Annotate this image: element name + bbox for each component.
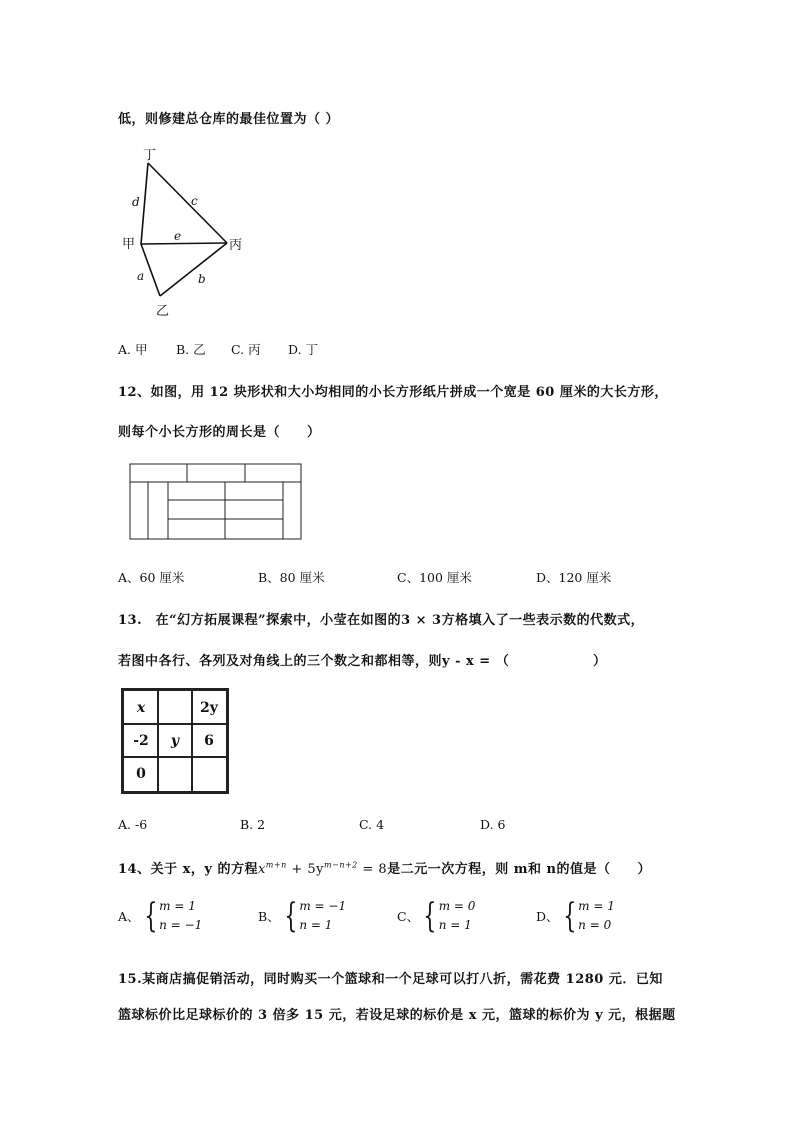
q14-pre: 14、关于 x，y 的方程 bbox=[118, 862, 258, 877]
edge-c bbox=[148, 163, 227, 243]
label-bing: 丙 bbox=[229, 238, 243, 253]
label-jia: 甲 bbox=[122, 237, 136, 252]
q14-option-c: C、 { m = 0 n = 1 bbox=[397, 896, 476, 936]
edge-b bbox=[160, 243, 227, 296]
grid-cell-r2c1: -2 bbox=[133, 732, 149, 749]
grid-cell-r1c2 bbox=[158, 691, 192, 724]
q11-option-b: B. 乙 bbox=[176, 342, 206, 357]
label-c: c bbox=[191, 194, 198, 208]
q12-option-c: C、100 厘米 bbox=[397, 570, 472, 585]
q11-diagram bbox=[110, 140, 270, 320]
grid-cell-r2c2: y bbox=[170, 732, 180, 749]
q11-option-c: C. 丙 bbox=[231, 342, 261, 357]
magic-square bbox=[121, 688, 229, 794]
q12-option-d: D、120 厘米 bbox=[536, 570, 612, 585]
q12-line2: 则每个小长方形的周长是（ ） bbox=[118, 425, 321, 440]
q13-line1: 13. 在“幻方拓展课程”探索中，小莹在如图的3 × 3方格填入了一些表示数的代数式， bbox=[118, 613, 645, 628]
q14-post: 是二元一次方程，则 m和 n的值是（ ） bbox=[387, 862, 651, 877]
q13-option-d: D. 6 bbox=[480, 817, 506, 832]
q14-option-d: D、 { m = 1 n = 0 bbox=[536, 896, 615, 936]
edge-d bbox=[141, 163, 148, 244]
q14-line bbox=[118, 858, 651, 877]
q15-line2: 篮球标价比足球标价的 3 倍多 15 元，若设足球的标价是 x 元，篮球的标价为 y 元，根据题 bbox=[118, 1008, 676, 1023]
q12-option-a: A、60 厘米 bbox=[118, 570, 185, 585]
label-ding: 丁 bbox=[143, 148, 157, 163]
q14-option-b: B、 { m = −1 n = 1 bbox=[258, 896, 347, 936]
q13-line2-close: ） bbox=[593, 654, 607, 669]
grid-cell-r3c1: 0 bbox=[136, 766, 146, 782]
q12-option-b: B、80 厘米 bbox=[258, 570, 325, 585]
q11-text: 低，则修建总仓库的最佳位置为（ ） bbox=[118, 112, 340, 127]
label-a: a bbox=[137, 269, 145, 283]
grid-cell-r1c1: x bbox=[136, 699, 146, 716]
q14-equation: $x^{m+n} + 5y^{m-n+2} = 8$ bbox=[257, 860, 388, 877]
q13-option-b: B. 2 bbox=[240, 817, 266, 832]
q13-option-c: C. 4 bbox=[359, 817, 385, 832]
q14-option-a: A、 { m = 1 n = −1 bbox=[118, 896, 203, 936]
grid-cell-r3c2 bbox=[158, 757, 192, 791]
q12-line1: 12、如图，用 12 块形状和大小均相同的小长方形纸片拼成一个宽是 60 厘米的大长方形， bbox=[118, 385, 668, 400]
grid-cell-r2c3: 6 bbox=[204, 732, 214, 749]
label-e: e bbox=[174, 229, 182, 243]
edge-e bbox=[141, 243, 227, 244]
q11-option-d: D. 丁 bbox=[288, 342, 319, 357]
q15-line1: 15.某商店搞促销活动，同时购买一个篮球和一个足球可以打八折，需花费 1280 元．已知 bbox=[118, 972, 663, 987]
grid-cell-r3c3 bbox=[192, 757, 226, 791]
grid-cell-r1c3: 2y bbox=[200, 699, 218, 716]
label-b: b bbox=[198, 272, 206, 286]
q13-option-a: A. -6 bbox=[118, 817, 148, 832]
q12-rectangle-diagram bbox=[128, 462, 304, 542]
q11-option-a: A. 甲 bbox=[118, 342, 148, 357]
label-yi: 乙 bbox=[156, 304, 170, 319]
q13-line2: 若图中各行、各列及对角线上的三个数之和都相等，则y - x = （ bbox=[118, 654, 510, 669]
label-d: d bbox=[132, 195, 140, 209]
